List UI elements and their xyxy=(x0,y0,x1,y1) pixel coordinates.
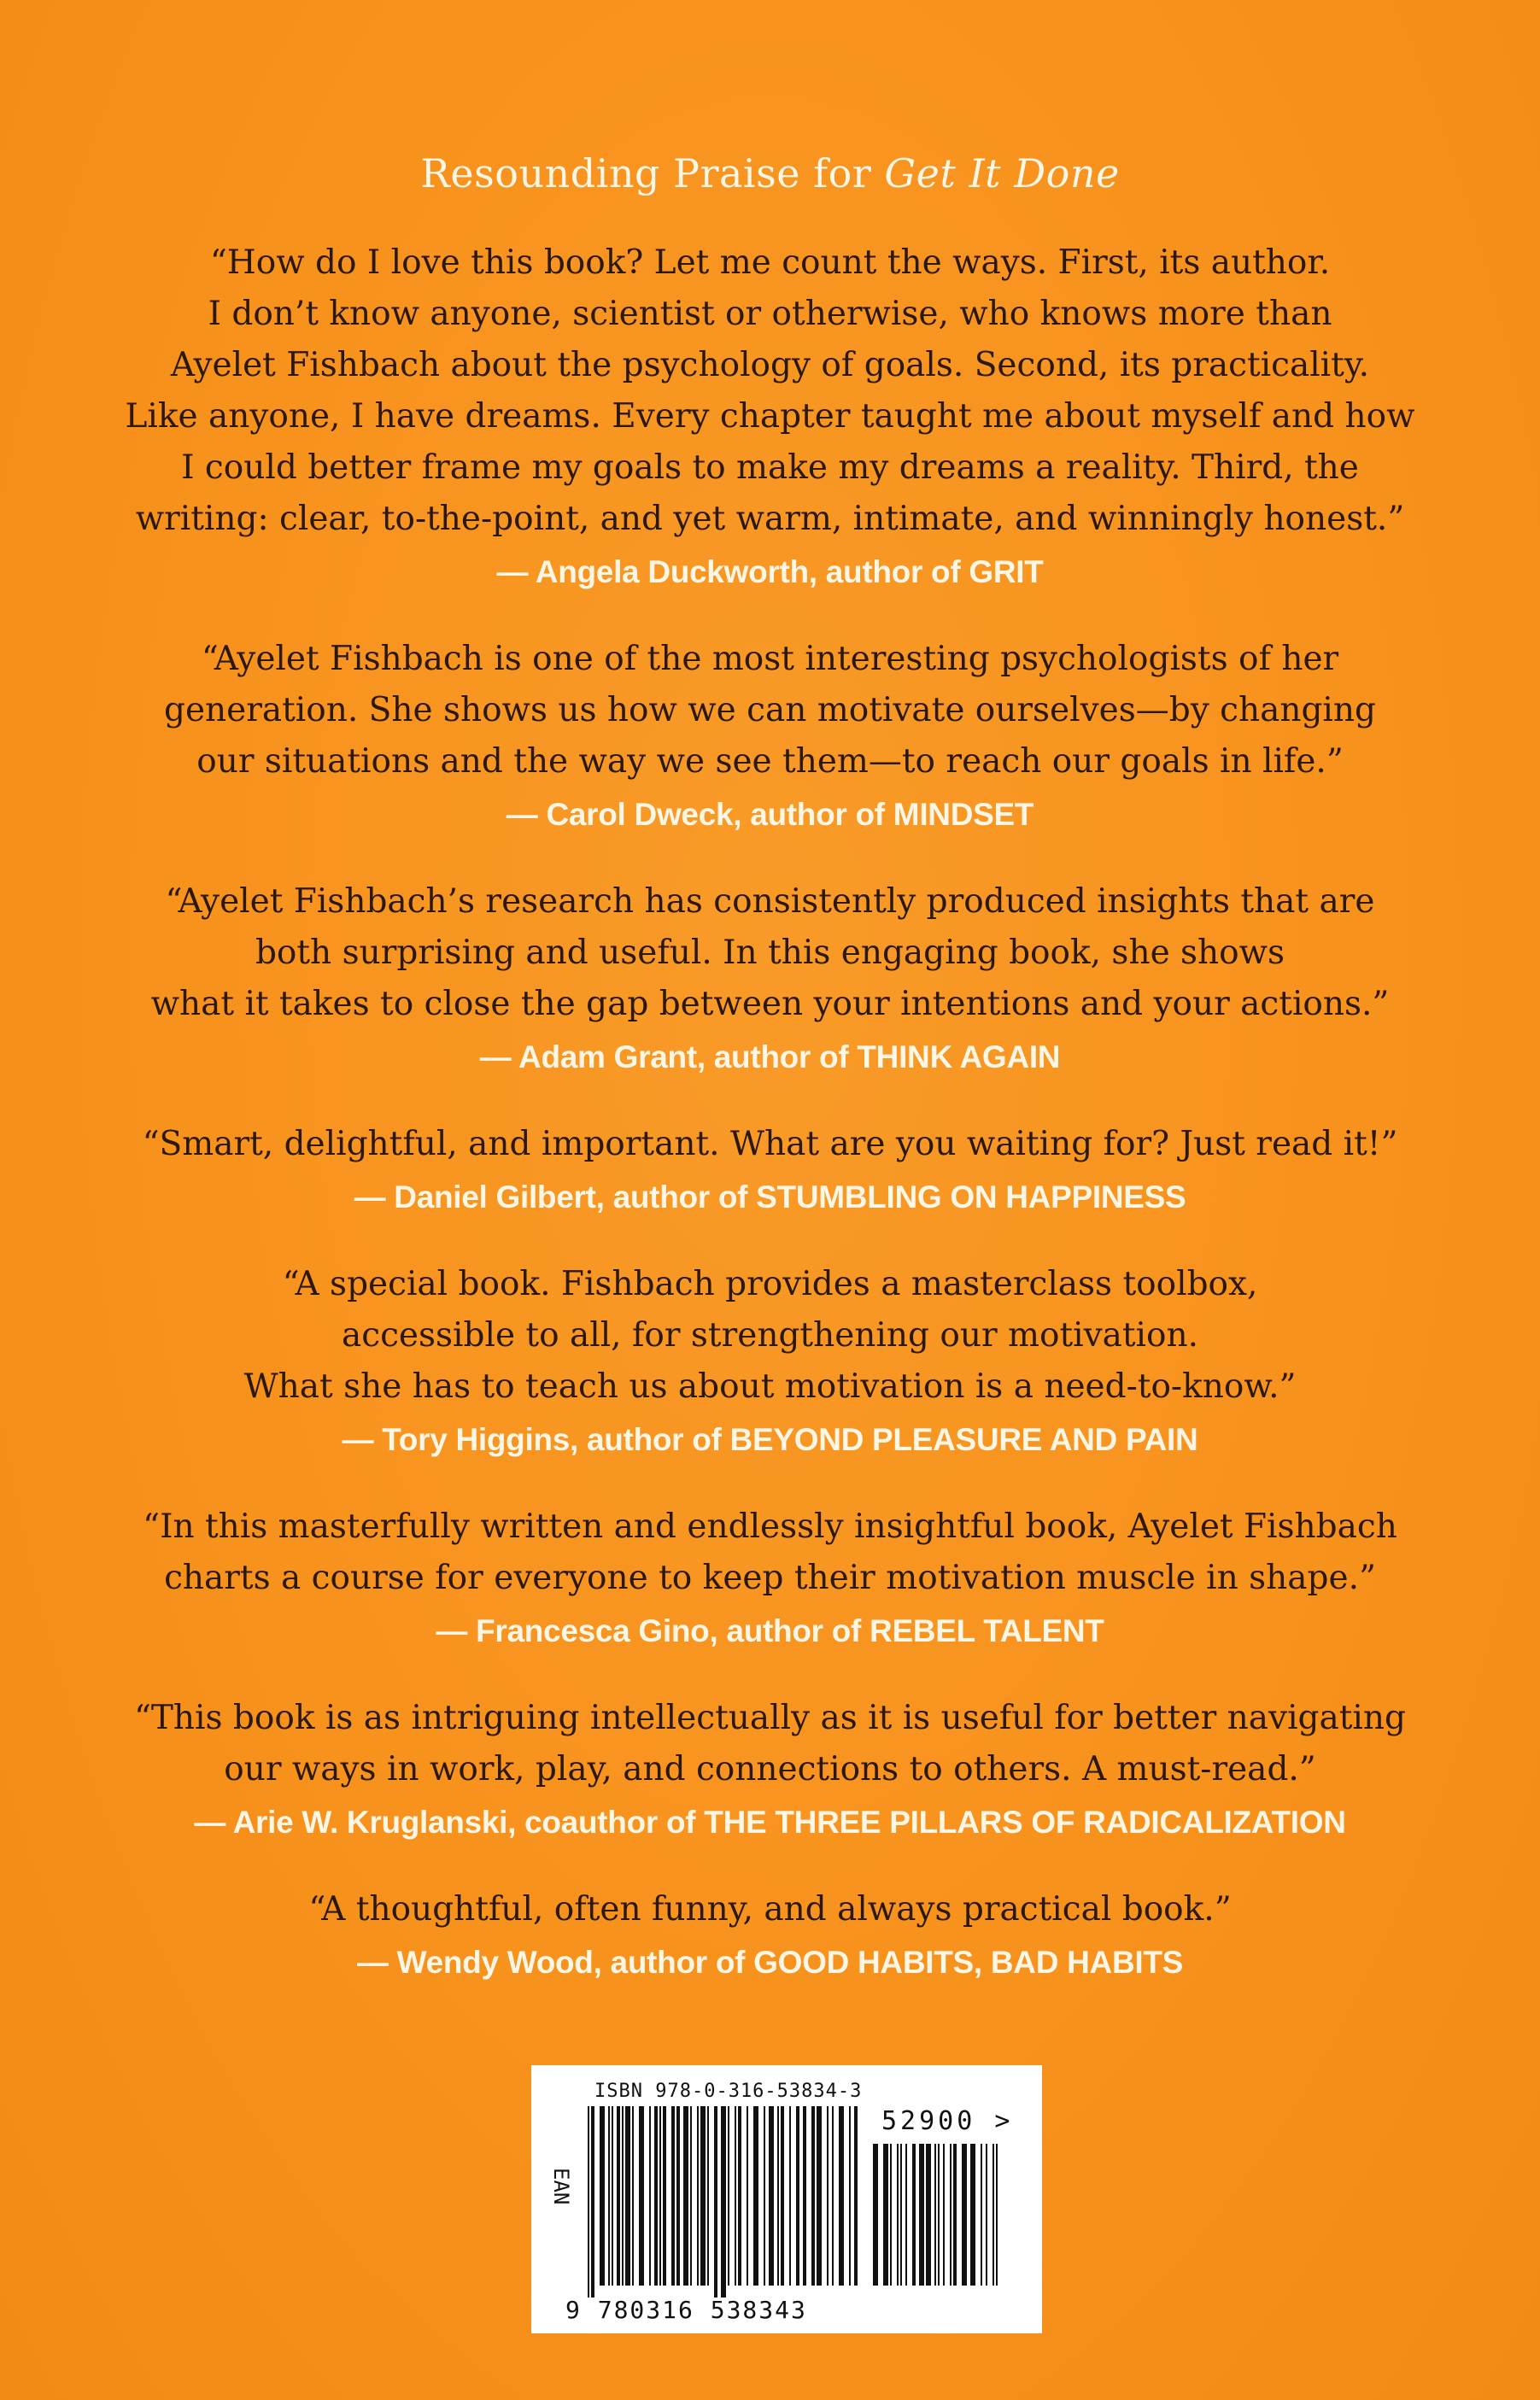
barcode-bar xyxy=(854,2106,858,2286)
blurb-quote xyxy=(102,634,1438,787)
barcode-bar xyxy=(926,2144,931,2286)
barcode-bar xyxy=(654,2106,658,2286)
quote-line: our situations and the way we see them—to reach our goals in life.” xyxy=(196,742,1344,781)
barcode-bar xyxy=(612,2106,613,2286)
price-addon-text: 52900 > xyxy=(881,2106,1014,2136)
barcode-bar xyxy=(832,2106,834,2286)
quote-line: both surprising and useful. In this engaging book, she shows xyxy=(255,934,1285,972)
barcode-bar xyxy=(707,2106,709,2286)
barcode-bar xyxy=(738,2106,741,2286)
barcode-bar xyxy=(883,2144,888,2286)
barcode-bar xyxy=(690,2106,692,2286)
ean-barcode xyxy=(588,2106,861,2298)
barcode-bar xyxy=(943,2144,945,2286)
quote-line: Ayelet Fishbach about the psychology of goals. Second, its practicality. xyxy=(170,346,1370,384)
quote-line: “A thoughtful, often funny, and always practical book.” xyxy=(308,1890,1232,1929)
barcode-bar xyxy=(905,2144,907,2286)
barcode-bar xyxy=(934,2144,936,2286)
barcode-bar xyxy=(996,2144,998,2286)
barcode-bar xyxy=(588,2106,589,2298)
barcode-bar xyxy=(986,2144,987,2286)
ean-side-label: EAN xyxy=(549,2168,573,2205)
barcode-bar xyxy=(919,2144,924,2286)
blurb xyxy=(102,1693,1438,1847)
blurb-attribution: — Wendy Wood, author of GOOD HABITS, BAD HABITS xyxy=(356,1945,1184,1980)
quote-line: generation. She shows us how we can motivate ourselves—by changing xyxy=(164,691,1376,729)
quote-line: “This book is as intriguing intellectually as it is useful for better navigating xyxy=(133,1699,1406,1737)
barcode-bar xyxy=(839,2106,844,2286)
barcode-bar xyxy=(796,2106,799,2286)
quote-line: Like anyone, I have dreams. Every chapter taught me about myself and how xyxy=(125,397,1415,436)
barcode-bar xyxy=(649,2106,651,2286)
blurb-list xyxy=(102,237,1438,2024)
blurb xyxy=(102,634,1438,839)
barcode-bar xyxy=(663,2106,666,2286)
quote-line: “In this masterfully written and endlessly insightful book, Ayelet Fishbach xyxy=(143,1507,1397,1546)
barcode-bar xyxy=(912,2144,916,2286)
barcode-bar xyxy=(890,2144,892,2286)
isbn-text: ISBN 978-0-316-53834-3 xyxy=(594,2081,863,2102)
price-addon-barcode xyxy=(873,2144,1001,2298)
heading-prefix: Resounding Praise for xyxy=(420,150,872,196)
barcode-bar xyxy=(714,2106,717,2298)
blurb-attribution: — Arie W. Kruglanski, coauthor of THE THREE PILLARS OF RADICALIZATION xyxy=(194,1805,1346,1840)
quote-line: I could better frame my goals to make my dreams a reality. Third, the xyxy=(181,448,1359,487)
barcode-bar xyxy=(591,2106,594,2298)
blurb-attribution: — Daniel Gilbert, author of STUMBLING ON HAPPINESS xyxy=(354,1180,1186,1215)
quote-line: writing: clear, to-the-point, and yet warm, intimate, and winningly honest.” xyxy=(135,500,1405,538)
quote-line: “How do I love this book? Let me count the ways. First, its author. xyxy=(209,243,1331,282)
blurb-attribution: — Tory Higgins, author of BEYOND PLEASURE AND PAIN xyxy=(342,1422,1198,1457)
barcode-bar xyxy=(697,2106,699,2286)
blurb xyxy=(102,876,1438,1081)
barcode-bar xyxy=(622,2106,624,2286)
barcode-bar xyxy=(764,2106,765,2286)
praise-heading xyxy=(0,150,1540,196)
blurb xyxy=(102,1259,1438,1464)
barcode-bar xyxy=(993,2144,994,2286)
barcode-bar xyxy=(950,2144,952,2286)
barcode-bar xyxy=(671,2106,675,2286)
barcode-bar xyxy=(781,2106,784,2286)
quote-line: what it takes to close the gap between your intentions and your actions.” xyxy=(150,985,1390,1023)
barcode-bar xyxy=(625,2106,630,2286)
barcode-bar xyxy=(632,2106,634,2286)
barcode-bar xyxy=(873,2144,878,2286)
blurb-attribution: — Carol Dweck, author of MINDSET xyxy=(506,797,1034,832)
barcode-bar xyxy=(728,2106,729,2286)
barcode-bar xyxy=(803,2106,806,2286)
barcode-bar xyxy=(849,2106,851,2286)
blurb-quote xyxy=(102,876,1438,1030)
blurb-attribution: — Adam Grant, author of THINK AGAIN xyxy=(479,1039,1061,1074)
barcode-bar xyxy=(827,2106,829,2286)
barcode-bar xyxy=(769,2106,774,2286)
quote-line: our ways in work, play, and connections to others. A must-read.” xyxy=(224,1750,1316,1788)
barcode-bar xyxy=(789,2106,791,2286)
barcode-bar xyxy=(735,2106,736,2286)
blurb-quote xyxy=(102,237,1438,545)
quote-line: “Ayelet Fishbach’s research has consistently produced insights that are xyxy=(165,882,1375,921)
barcode-bar xyxy=(962,2144,967,2286)
blurb-quote xyxy=(102,1501,1438,1604)
quote-line: “Ayelet Fishbach is one of the most interesting psychologists of her xyxy=(201,640,1339,678)
barcode-bar xyxy=(811,2106,815,2286)
blurb-quote xyxy=(102,1693,1438,1795)
barcode-bar xyxy=(970,2144,975,2286)
barcode-bar xyxy=(700,2106,706,2286)
blurb xyxy=(102,237,1438,596)
barcode-bar xyxy=(953,2144,957,2286)
barcode-bar xyxy=(753,2106,758,2286)
barcode-bar xyxy=(659,2106,661,2286)
heading-book-title: Get It Done xyxy=(884,150,1120,196)
quote-line: accessible to all, for strengthening our motivation. xyxy=(341,1316,1199,1355)
barcode-bar xyxy=(617,2106,620,2286)
blurb-quote xyxy=(102,1884,1438,1935)
barcode-bar xyxy=(981,2144,982,2286)
barcode-bar xyxy=(938,2144,940,2286)
quote-line: charts a course for everyone to keep their motivation muscle in shape.” xyxy=(164,1559,1376,1597)
barcode-bar xyxy=(777,2106,779,2286)
barcode-bar xyxy=(676,2106,680,2286)
barcode-bar xyxy=(817,2106,822,2286)
blurb xyxy=(102,1119,1438,1221)
blurb xyxy=(102,1501,1438,1655)
barcode-bar xyxy=(900,2144,902,2286)
quote-line: What she has to teach us about motivation is a need-to-know.” xyxy=(243,1367,1297,1406)
quote-line: I don’t know anyone, scientist or otherwise, who knows more than xyxy=(208,295,1332,333)
blurb-attribution: — Angela Duckworth, author of GRIT xyxy=(496,554,1044,589)
barcode-bar xyxy=(683,2106,688,2286)
quote-line: “A special book. Fishbach provides a masterclass toolbox, xyxy=(282,1265,1258,1303)
blurb-quote xyxy=(102,1259,1438,1413)
quote-line: “Smart, delightful, and important. What are you waiting for? Just read it!” xyxy=(142,1125,1398,1163)
barcode-label xyxy=(531,2065,1042,2333)
blurb xyxy=(102,1884,1438,1987)
ean-digits: 9 780316 538343 xyxy=(565,2296,807,2324)
barcode-bar xyxy=(721,2106,726,2298)
barcode-bar xyxy=(600,2106,605,2286)
blurb-quote xyxy=(102,1119,1438,1170)
blurb-attribution: — Francesca Gino, author of REBEL TALENT xyxy=(436,1613,1104,1648)
barcode-bar xyxy=(639,2106,644,2286)
barcode-bar xyxy=(897,2144,899,2286)
barcode-bar xyxy=(747,2106,748,2286)
barcode-bar xyxy=(608,2106,610,2286)
